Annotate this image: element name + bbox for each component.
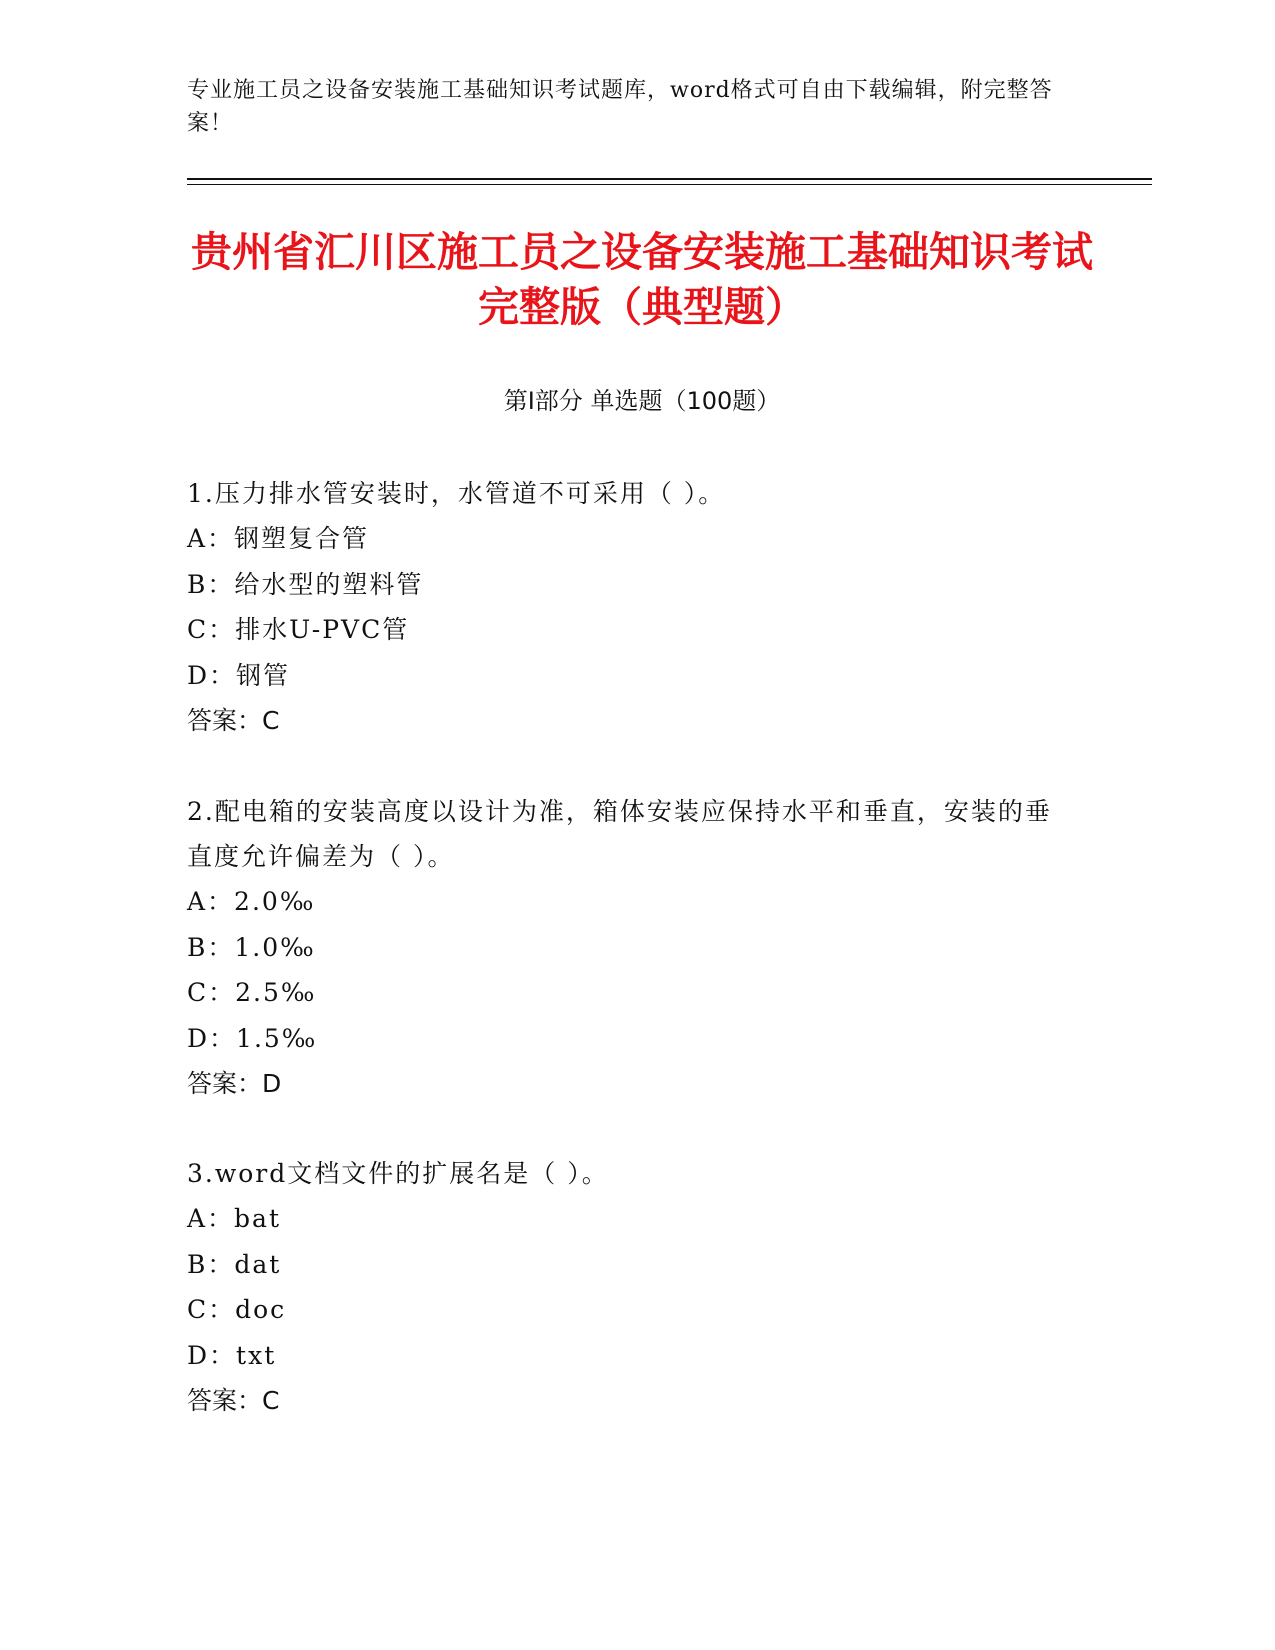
header-rule-thin (187, 184, 1152, 185)
header-rule-thick (187, 178, 1152, 180)
question-3 (187, 1151, 1067, 1423)
option-d: D：钢管 (187, 660, 291, 690)
option-b: B：dat (187, 1249, 282, 1279)
question-stem: 3.word文档文件的扩展名是（ ）。 (187, 1159, 609, 1188)
section-heading: 第I部分 单选题（100题） (503, 387, 781, 415)
option-c: C：2.5‰ (187, 978, 317, 1007)
option-c: C：doc (187, 1295, 287, 1324)
question-stem: 1.压力排水管安装时，水管道不可采用（ ）。 (187, 479, 726, 508)
option-d: D：1.5‰ (187, 1023, 318, 1053)
question-2 (187, 789, 1067, 1106)
question-stem: 2.配电箱的安装高度以设计为准，箱体安装应保持水平和垂直，安装的垂直度允许偏差为（ ）。 (187, 797, 1052, 871)
answer: 答案：D (187, 1069, 282, 1098)
question-1 (187, 471, 1067, 743)
option-b: B：1.0‰ (187, 932, 316, 962)
option-a: A：2.0‰ (187, 887, 316, 916)
document-title: 贵州省汇川区施工员之设备安装施工基础知识考试完整版（典型题） (191, 228, 1093, 331)
option-c: C：排水U-PVC管 (187, 615, 410, 644)
answer: 答案：C (187, 1386, 280, 1415)
answer: 答案：C (187, 706, 280, 735)
header-note: 专业施工员之设备安装施工基础知识考试题库，word格式可自由下载编辑，附完整答案！ (187, 78, 1053, 136)
option-d: D：txt (187, 1340, 277, 1370)
option-b: B：给水型的塑料管 (187, 569, 424, 599)
option-a: A：钢塑复合管 (187, 524, 370, 553)
option-a: A：bat (187, 1204, 282, 1233)
